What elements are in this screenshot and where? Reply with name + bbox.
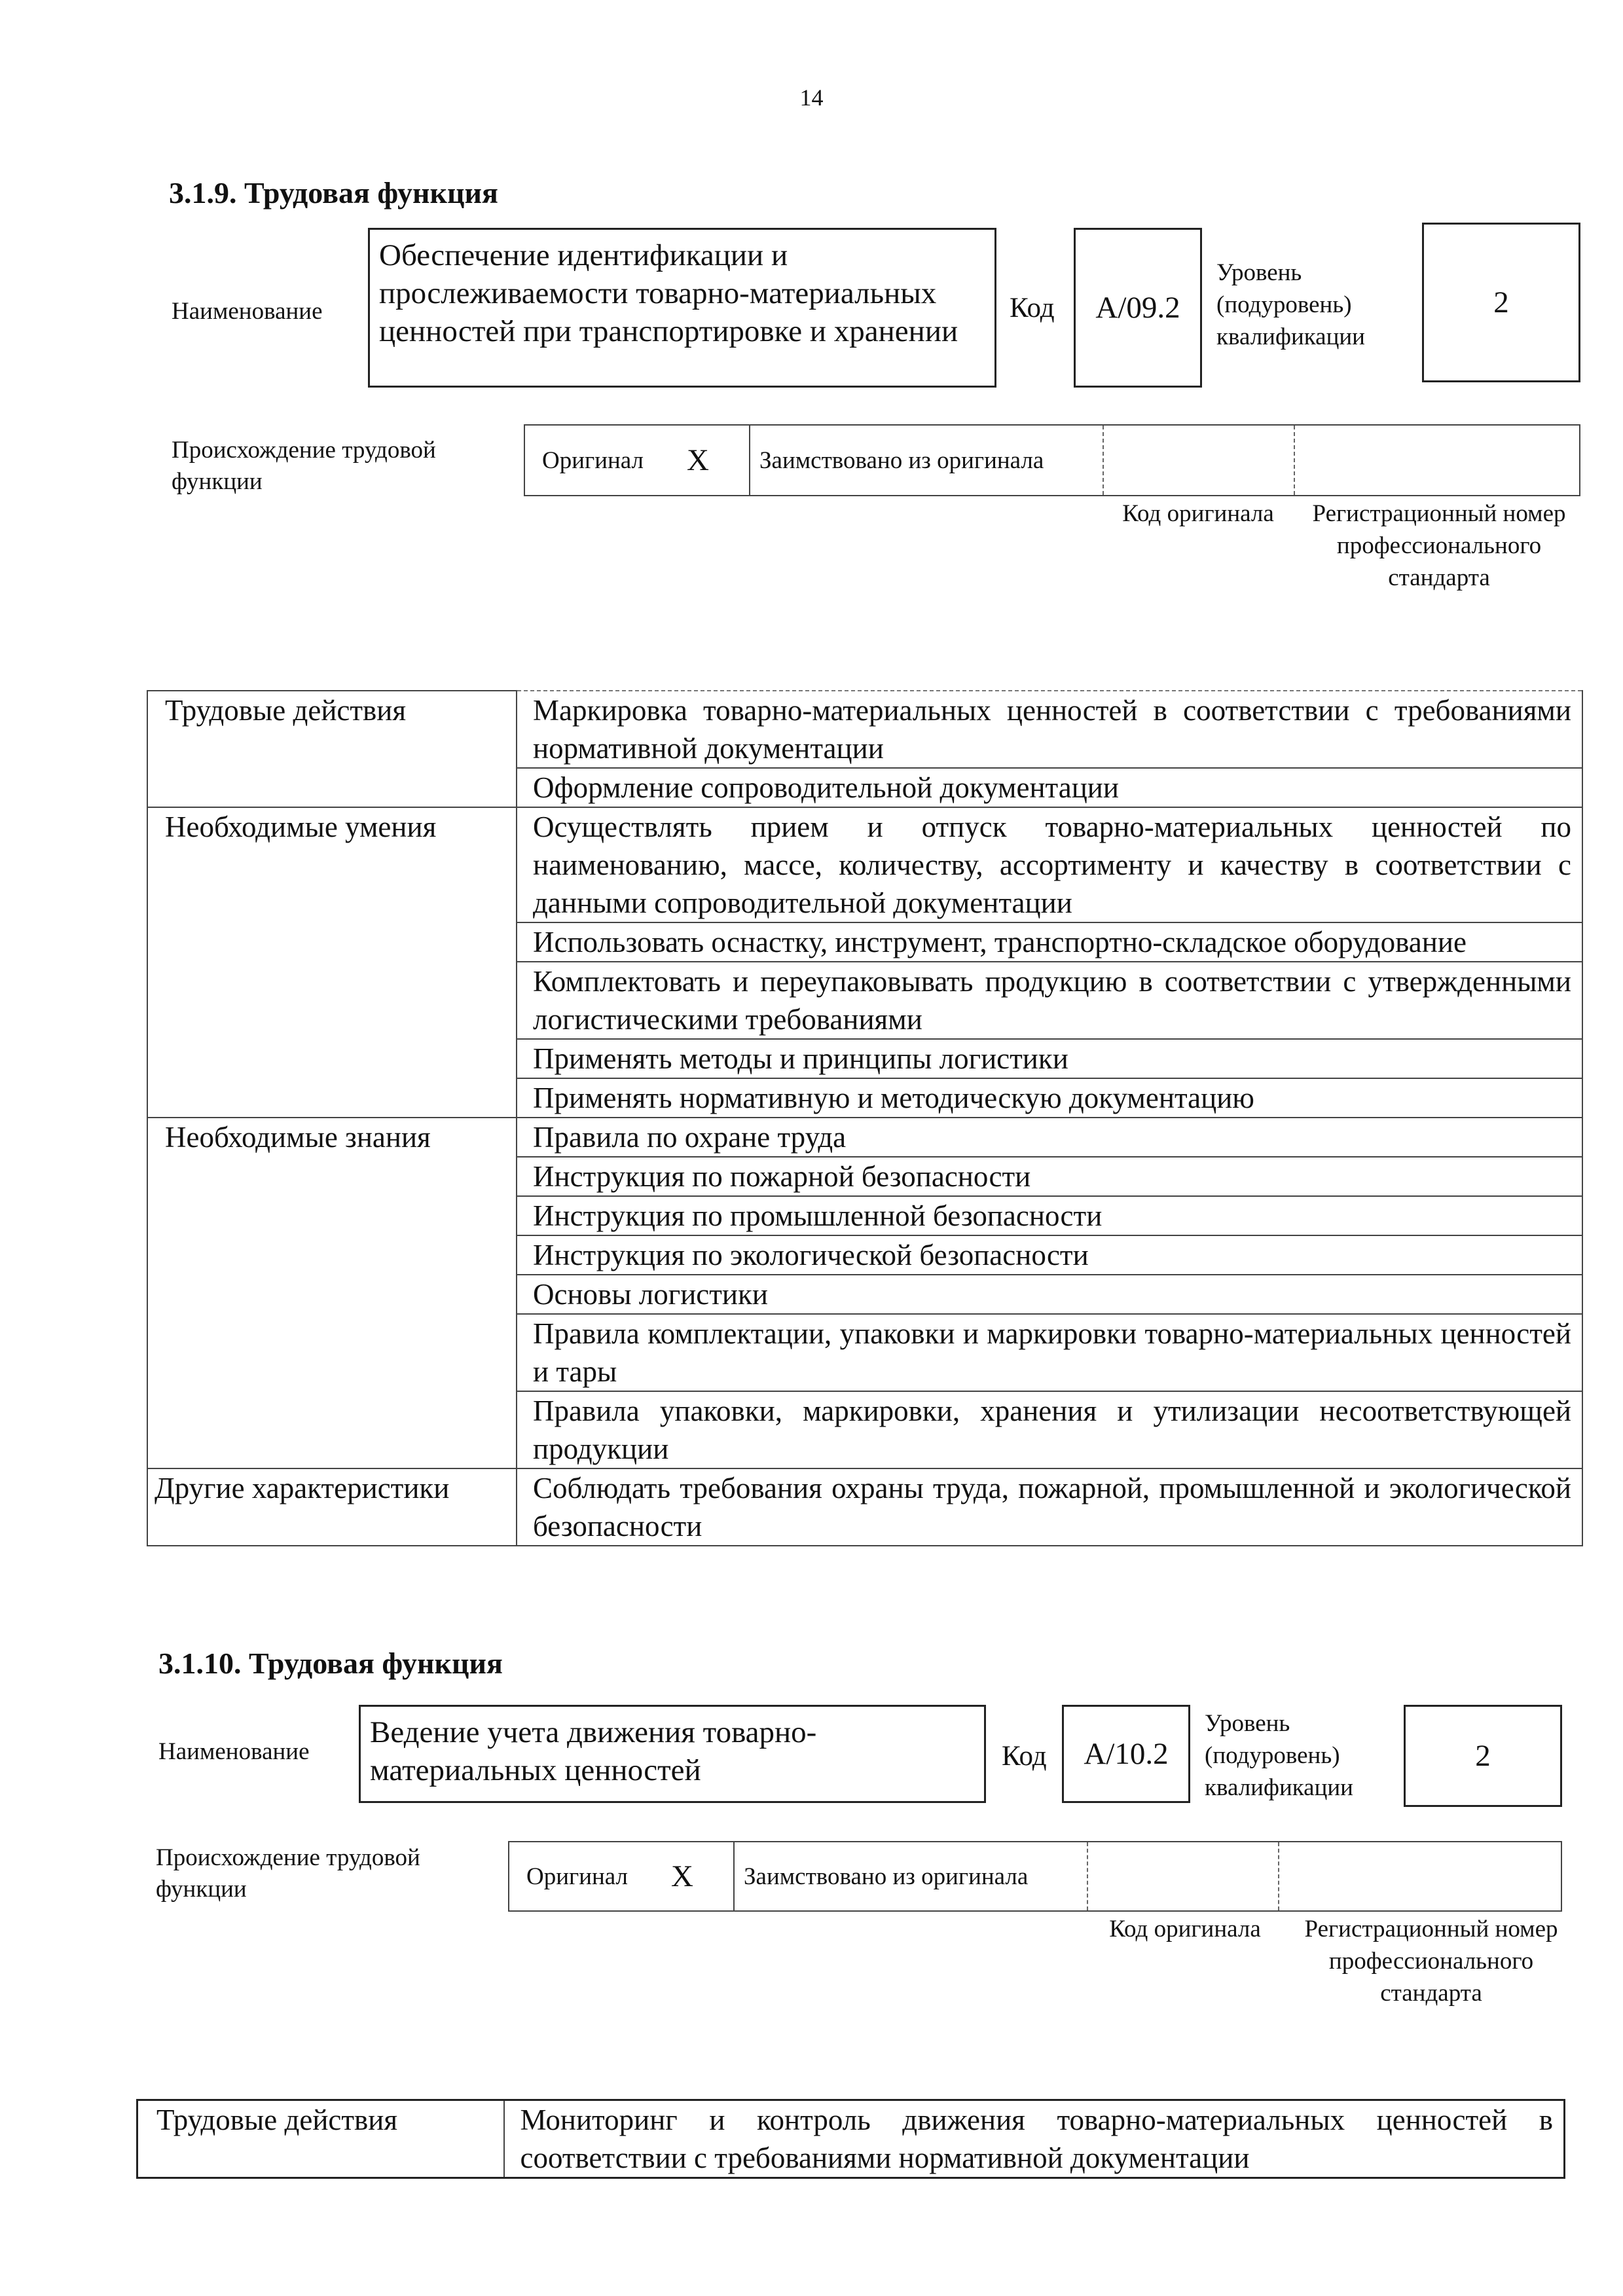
function-table-3-1-9 [147, 690, 1583, 1546]
section-title-3-1-10: 3.1.10. Трудовая функция [158, 1647, 503, 1680]
table-cell: Основы логистики [517, 1275, 1582, 1314]
table-cell: Инструкция по промышленной безопасности [517, 1196, 1582, 1235]
table-cell: Осуществлять прием и отпуск товарно-материальных ценностей по наименованию, массе, количеству, ассортименту и качеству в соответствии с данными сопроводительной документации [517, 807, 1582, 922]
origin-borrowed-label: Заимствовано из оригинала [759, 446, 1044, 474]
row-header: Трудовые действия [147, 691, 517, 807]
table-cell: Соблюдать требования охраны труда, пожарной, промышленной и экологической безопасности [517, 1468, 1582, 1546]
table-cell: Применять нормативную и методическую документацию [517, 1078, 1582, 1118]
original-code-cell [1087, 1842, 1278, 1910]
table-row [147, 691, 1582, 768]
qualification-level-box: 2 [1422, 223, 1580, 382]
caption-registration-number: Регистрационный номер профессионального стандарта [1312, 500, 1566, 591]
table-cell: Правила комплектации, упаковки и маркировки товарно-материальных ценностей и тары [517, 1314, 1582, 1391]
function-code-box: А/09.2 [1074, 228, 1202, 388]
name-label: Наименование [172, 298, 323, 325]
table-row [147, 1118, 1582, 1157]
row-header: Необходимые умения [147, 807, 517, 1118]
table-cell: Инструкция по экологической безопасности [517, 1235, 1582, 1275]
row-header: Другие характеристики [147, 1468, 517, 1546]
code-label: Код [1010, 293, 1055, 323]
row-header: Необходимые знания [147, 1118, 517, 1468]
table-row [137, 2100, 1565, 2178]
function-name-box: Обеспечение идентификации и прослеживаемости товарно-материальных ценностей при транспортировке и хранении [368, 228, 996, 388]
table-row [147, 1468, 1582, 1546]
origin-borrowed-cell [749, 426, 1103, 495]
origin-original-label: Оригинал [526, 1863, 629, 1890]
code-label: Код [1002, 1741, 1047, 1772]
function-name-box: Ведение учета движения товарно-материальных ценностей [359, 1705, 986, 1803]
origin-label: Происхождение трудовой функции [172, 437, 436, 496]
origin-label: Происхождение трудовой функции [156, 1844, 420, 1903]
level-label: Уровень (подуровень) квалификации [1205, 1710, 1353, 1801]
registration-number-cell [1278, 1842, 1562, 1910]
caption-original-code: Код оригинала [1122, 500, 1274, 527]
origin-row [508, 1841, 1562, 1912]
caption-original-code: Код оригинала [1109, 1916, 1261, 1942]
origin-original-cell [508, 1842, 733, 1910]
table-cell: Правила упаковки, маркировки, хранения и утилизации несоответствующей продукции [517, 1391, 1582, 1468]
section-title-3-1-9: 3.1.9. Трудовая функция [169, 176, 498, 210]
table-cell: Инструкция по пожарной безопасности [517, 1157, 1582, 1196]
table-cell: Мониторинг и контроль движения товарно-материальных ценностей в соответствии с требованиями нормативной документации [504, 2100, 1565, 2178]
origin-row [524, 424, 1580, 496]
origin-mark: X [671, 1859, 693, 1893]
caption-registration-number: Регистрационный номер профессионального стандарта [1304, 1916, 1558, 2007]
name-label: Наименование [158, 1738, 310, 1765]
table-cell: Маркировка товарно-материальных ценностей в соответствии с требованиями нормативной документации [517, 691, 1582, 768]
qualification-level-box: 2 [1404, 1705, 1562, 1807]
origin-original-cell [524, 426, 749, 495]
original-code-cell [1103, 426, 1294, 495]
origin-original-label: Оригинал [542, 446, 644, 474]
table-row [147, 807, 1582, 922]
origin-mark: X [687, 443, 709, 477]
table-cell: Применять методы и принципы логистики [517, 1039, 1582, 1078]
origin-borrowed-label: Заимствовано из оригинала [744, 1863, 1029, 1890]
registration-number-cell [1294, 426, 1580, 495]
level-label: Уровень (подуровень) квалификации [1216, 259, 1365, 350]
page-number: 14 [799, 84, 824, 111]
table-cell: Комплектовать и переупаковывать продукцию в соответствии с утвержденными логистическими требованиями [517, 962, 1582, 1039]
table-cell: Правила по охране труда [517, 1118, 1582, 1157]
origin-borrowed-cell [733, 1842, 1087, 1910]
function-table-3-1-10 [136, 2099, 1565, 2179]
table-cell: Оформление сопроводительной документации [517, 768, 1582, 807]
function-code-box: А/10.2 [1062, 1705, 1190, 1803]
row-header: Трудовые действия [137, 2100, 504, 2178]
table-cell: Использовать оснастку, инструмент, транспортно-складское оборудование [517, 922, 1582, 962]
